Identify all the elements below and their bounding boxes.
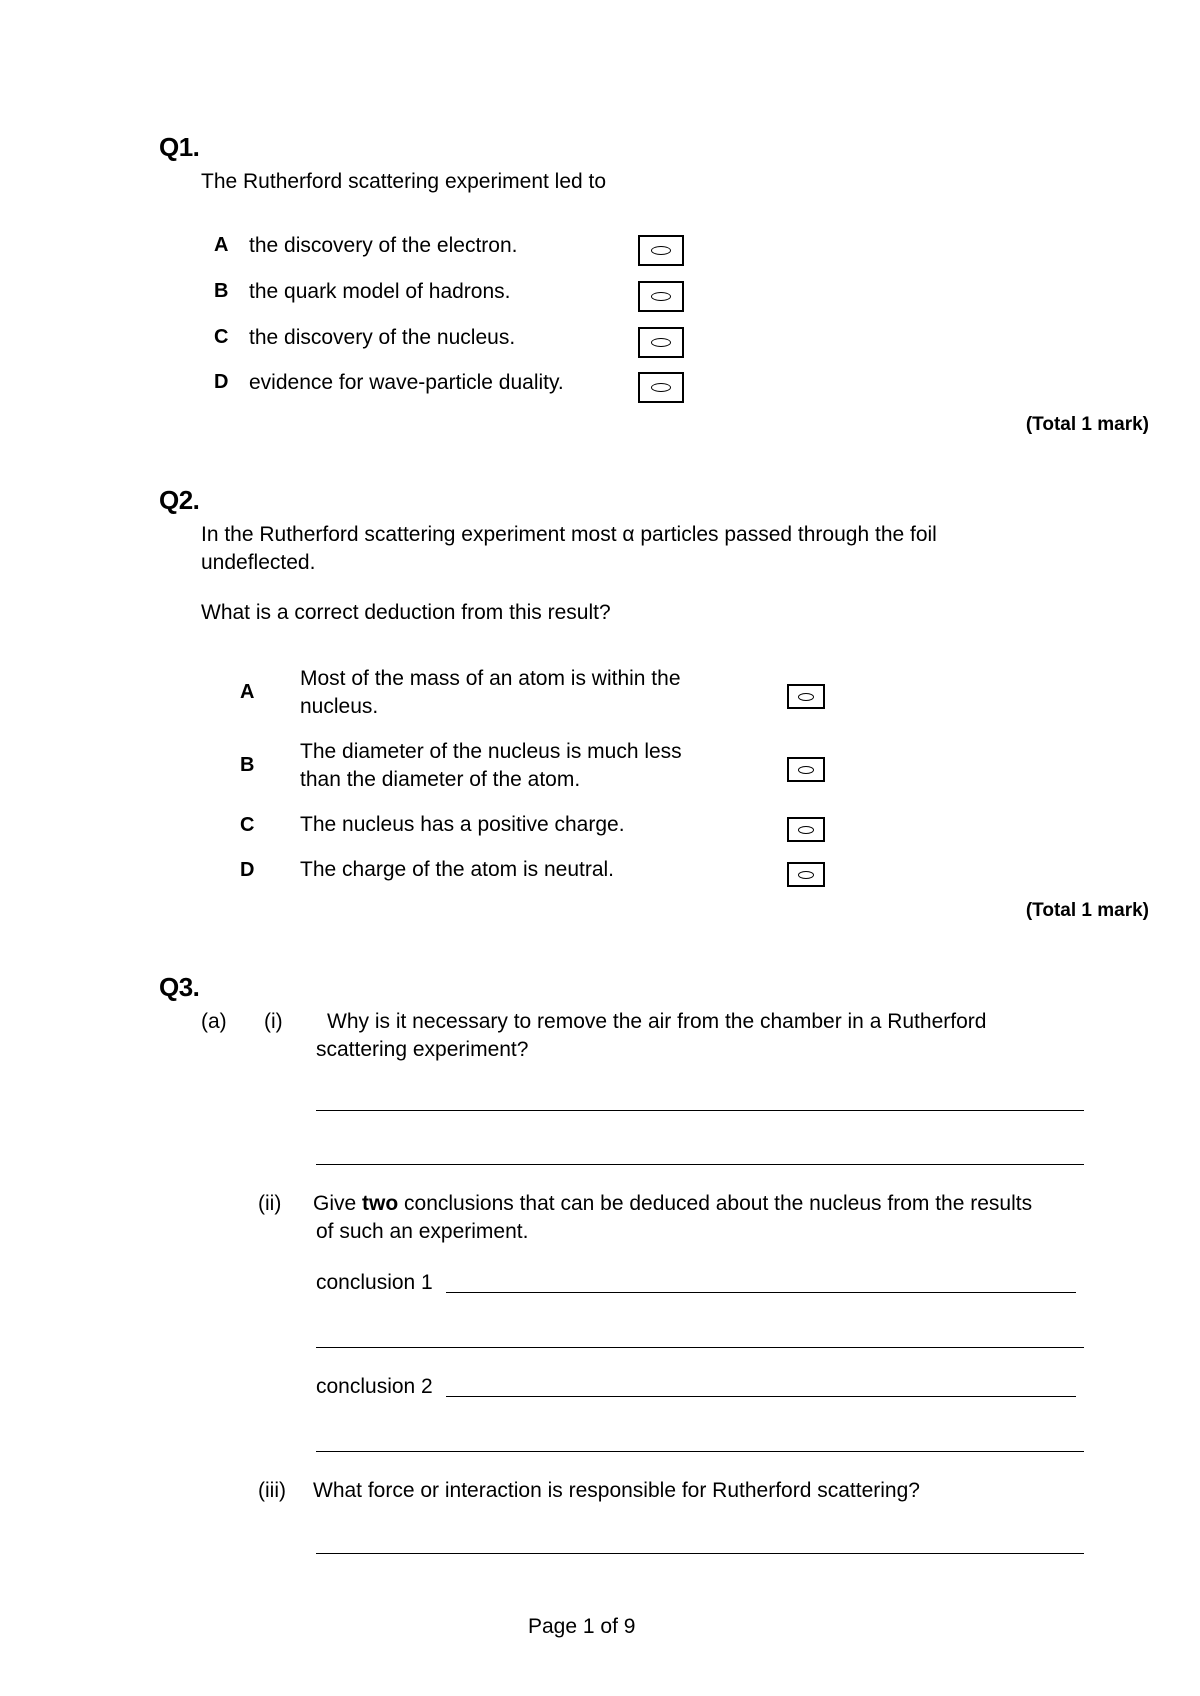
conclusion-2-line[interactable] <box>446 1396 1076 1397</box>
answer-box-b[interactable] <box>787 757 825 782</box>
answer-box-d[interactable] <box>638 372 684 403</box>
q2-question: What is a correct deduction from this result? <box>201 601 611 624</box>
option-letter: B <box>240 754 255 776</box>
answer-box-a[interactable] <box>638 235 684 266</box>
answer-line[interactable] <box>316 1110 1084 1111</box>
q3-sub-ii-rest: conclusions that can be deduced about the nucleus from the results <box>404 1192 1033 1215</box>
option-letter: C <box>240 814 255 836</box>
option-text: the discovery of the electron. <box>249 234 518 257</box>
option-text-line1: The charge of the atom is neutral. <box>300 858 615 881</box>
bubble-icon <box>798 871 814 879</box>
option-text: the discovery of the nucleus. <box>249 326 516 349</box>
option-text-line2: nucleus. <box>300 695 379 718</box>
q1-total: (Total 1 mark) <box>1025 414 1149 435</box>
option-text-line1: The nucleus has a positive charge. <box>300 813 625 836</box>
conclusion-2-label: conclusion 2 <box>316 1375 433 1398</box>
bubble-icon <box>798 826 814 834</box>
answer-line[interactable] <box>316 1347 1084 1348</box>
option-letter: A <box>214 234 229 256</box>
answer-line[interactable] <box>316 1164 1084 1165</box>
q3-sub-iii-text: What force or interaction is responsible for Rutherford scattering? <box>313 1479 920 1502</box>
option-text-line2: than the diameter of the atom. <box>300 768 581 791</box>
q3-sub-i-label: (i) <box>264 1010 283 1033</box>
q3-sub-ii-line1 <box>313 1190 1032 1218</box>
q3-sub-ii-emphasis: two <box>362 1192 399 1215</box>
q3-sub-ii-label: (ii) <box>258 1192 282 1215</box>
answer-line[interactable] <box>316 1451 1084 1452</box>
bubble-icon <box>798 766 814 774</box>
q3-sub-iii-label: (iii) <box>258 1479 286 1502</box>
answer-line[interactable] <box>316 1553 1084 1554</box>
q3-sub-ii-line2: of such an experiment. <box>316 1220 529 1243</box>
answer-box-a[interactable] <box>787 684 825 709</box>
page-number: Page 1 of 9 <box>528 1615 636 1638</box>
option-text-line1: The diameter of the nucleus is much less <box>300 740 682 763</box>
q2-stem-line1: In the Rutherford scattering experiment most α particles passed through the foil <box>201 523 937 546</box>
answer-box-d[interactable] <box>787 862 825 887</box>
answer-box-c[interactable] <box>638 327 684 358</box>
q3-part-a-label: (a) <box>201 1010 227 1033</box>
option-letter: D <box>214 371 229 393</box>
bubble-icon <box>651 383 671 392</box>
bubble-icon <box>798 693 814 701</box>
q3-sub-ii-prefix: Give <box>313 1192 357 1215</box>
option-text: the quark model of hadrons. <box>249 280 511 303</box>
q2-number: Q2. <box>159 485 200 515</box>
option-letter: A <box>240 681 255 703</box>
conclusion-1-line[interactable] <box>446 1292 1076 1293</box>
option-text: evidence for wave-particle duality. <box>249 371 564 394</box>
option-letter: B <box>214 280 229 302</box>
bubble-icon <box>651 292 671 301</box>
q3-number: Q3. <box>159 972 200 1002</box>
q3-sub-i-line2: scattering experiment? <box>316 1038 529 1061</box>
bubble-icon <box>651 338 671 347</box>
bubble-icon <box>651 246 671 255</box>
q2-total: (Total 1 mark) <box>1025 900 1149 921</box>
option-letter: D <box>240 859 255 881</box>
q1-stem: The Rutherford scattering experiment led to <box>201 170 607 193</box>
answer-box-b[interactable] <box>638 281 684 312</box>
q2-stem-line2: undeflected. <box>201 551 316 574</box>
conclusion-1-label: conclusion 1 <box>316 1271 433 1294</box>
option-letter: C <box>214 326 229 348</box>
option-text-line1: Most of the mass of an atom is within the <box>300 667 681 690</box>
q1-number: Q1. <box>159 132 200 162</box>
q3-sub-i-line1: Why is it necessary to remove the air from the chamber in a Rutherford <box>327 1010 987 1033</box>
answer-box-c[interactable] <box>787 817 825 842</box>
